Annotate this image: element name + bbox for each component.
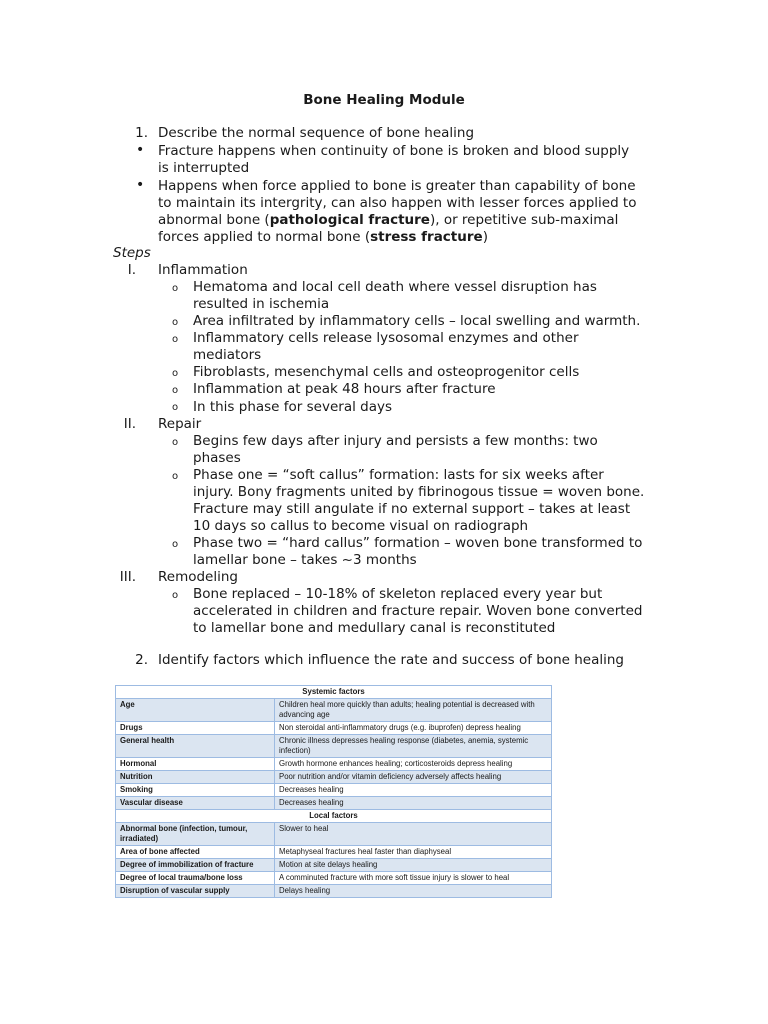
stage-item: injury. Bony fragments united by fibrinogous tissue = woven bone. [193, 484, 645, 500]
factor-cell: Hormonal [116, 758, 275, 771]
list-number: 1. [135, 125, 148, 141]
table-row [116, 846, 552, 859]
stage-item: 10 days so callus to become visual on radiograph [193, 518, 529, 534]
effect-cell: Decreases healing [275, 784, 552, 797]
effect-cell: Slower to heal [275, 823, 552, 846]
stage-heading: Repair [158, 416, 202, 432]
effect-cell: A comminuted fracture with more soft tissue injury is slower to heal [275, 872, 552, 885]
effect-cell: Metaphyseal fractures heal faster than diaphyseal [275, 846, 552, 859]
table-section-header [116, 686, 552, 699]
bullet-1-line: is interrupted [158, 160, 250, 176]
table-row [116, 823, 552, 846]
factor-cell: Degree of local trauma/bone loss [116, 872, 275, 885]
factor-cell: Abnormal bone (infection, tumour, irradiated) [116, 823, 275, 846]
table-row [116, 758, 552, 771]
circle-bullet-icon: o [172, 283, 179, 294]
stage-item: phases [193, 450, 241, 466]
effect-cell: Children heal more quickly than adults; healing potential is decreased with advancing age [275, 699, 552, 722]
table-row [116, 771, 552, 784]
factor-cell: Drugs [116, 722, 275, 735]
stage-heading: Remodeling [158, 569, 238, 585]
factor-cell: Age [116, 699, 275, 722]
stage-heading: Inflammation [158, 262, 248, 278]
bullet-2-line: abnormal bone (pathological fracture), or repetitive sub-maximal [158, 212, 619, 228]
bullet-2-line: Happens when force applied to bone is greater than capability of bone [158, 178, 636, 194]
stage-item: Bone replaced – 10-18% of skeleton replaced every year but [193, 586, 603, 602]
factor-cell: Vascular disease [116, 797, 275, 810]
bullet-1-line: Fracture happens when continuity of bone is broken and blood supply [158, 143, 630, 159]
roman-numeral: II. [123, 416, 136, 432]
circle-bullet-icon: o [172, 402, 179, 413]
table-row [116, 859, 552, 872]
effect-cell: Non steroidal anti-inflammatory drugs (e.g. ibuprofen) depress healing [275, 722, 552, 735]
table-row [116, 872, 552, 885]
circle-bullet-icon: o [172, 437, 179, 448]
stage-item: Hematoma and local cell death where vessel disruption has [193, 279, 597, 295]
steps-label: Steps [113, 245, 151, 261]
stage-item: mediators [193, 347, 262, 363]
stage-item: Phase two = “hard callus” formation – woven bone transformed to [193, 535, 643, 551]
stage-item: resulted in ischemia [193, 296, 330, 312]
circle-bullet-icon: o [172, 385, 179, 396]
bullet-icon: • [136, 177, 145, 193]
stage-item: Inflammation at peak 48 hours after fracture [193, 381, 496, 397]
table-row [116, 797, 552, 810]
table-row [116, 699, 552, 722]
roman-numeral: I. [127, 262, 136, 278]
stage-item: Begins few days after injury and persists a few months: two [193, 433, 598, 449]
stage-item: In this phase for several days [193, 399, 392, 415]
factor-cell: Degree of immobilization of fracture [116, 859, 275, 872]
effect-cell: Growth hormone enhances healing; corticosteroids depress healing [275, 758, 552, 771]
circle-bullet-icon: o [172, 334, 179, 345]
section-header-cell: Systemic factors [116, 686, 552, 699]
stage-item: Area infiltrated by inflammatory cells – local swelling and warmth. [193, 313, 641, 329]
stage-item: Fibroblasts, mesenchymal cells and osteoprogenitor cells [193, 364, 580, 380]
bold-term: stress fracture [370, 229, 483, 245]
roman-numeral: III. [119, 569, 136, 585]
stage-item: to lamellar bone and medullary canal is reconstituted [193, 620, 556, 636]
circle-bullet-icon: o [172, 471, 179, 482]
question-1-text: Describe the normal sequence of bone healing [158, 125, 475, 141]
stage-item: lamellar bone – takes ~3 months [193, 552, 417, 568]
stage-item: accelerated in children and fracture repair. Woven bone converted [193, 603, 643, 619]
bullet-2-line: forces applied to normal bone (stress fracture) [158, 229, 488, 245]
list-number: 2. [135, 652, 148, 668]
circle-bullet-icon: o [172, 539, 179, 550]
bullet-2-line: to maintain its intergrity, can also happen with lesser forces applied to [158, 195, 637, 211]
factor-cell: Smoking [116, 784, 275, 797]
stage-item: Fracture may still angulate if no external support – takes at least [193, 501, 631, 517]
circle-bullet-icon: o [172, 368, 179, 379]
circle-bullet-icon: o [172, 317, 179, 328]
effect-cell: Chronic illness depresses healing response (diabetes, anemia, systemic infection) [275, 735, 552, 758]
question-2-text: Identify factors which influence the rate and success of bone healing [158, 652, 624, 668]
factor-cell: Area of bone affected [116, 846, 275, 859]
stage-item: Inflammatory cells release lysosomal enzymes and other [193, 330, 579, 346]
effect-cell: Delays healing [275, 885, 552, 898]
effect-cell: Motion at site delays healing [275, 859, 552, 872]
table-row [116, 784, 552, 797]
effect-cell: Poor nutrition and/or vitamin deficiency adversely affects healing [275, 771, 552, 784]
table-row [116, 735, 552, 758]
factor-cell: General health [116, 735, 275, 758]
factors-table [115, 685, 552, 898]
circle-bullet-icon: o [172, 590, 179, 601]
bold-term: pathological fracture [269, 212, 430, 228]
section-header-cell: Local factors [116, 810, 552, 823]
table-section-header [116, 810, 552, 823]
table-row [116, 722, 552, 735]
document-title: Bone Healing Module [303, 92, 465, 108]
factor-cell: Nutrition [116, 771, 275, 784]
effect-cell: Decreases healing [275, 797, 552, 810]
bullet-icon: • [136, 142, 145, 158]
stage-item: Phase one = “soft callus” formation: lasts for six weeks after [193, 467, 604, 483]
factor-cell: Disruption of vascular supply [116, 885, 275, 898]
table-row [116, 885, 552, 898]
